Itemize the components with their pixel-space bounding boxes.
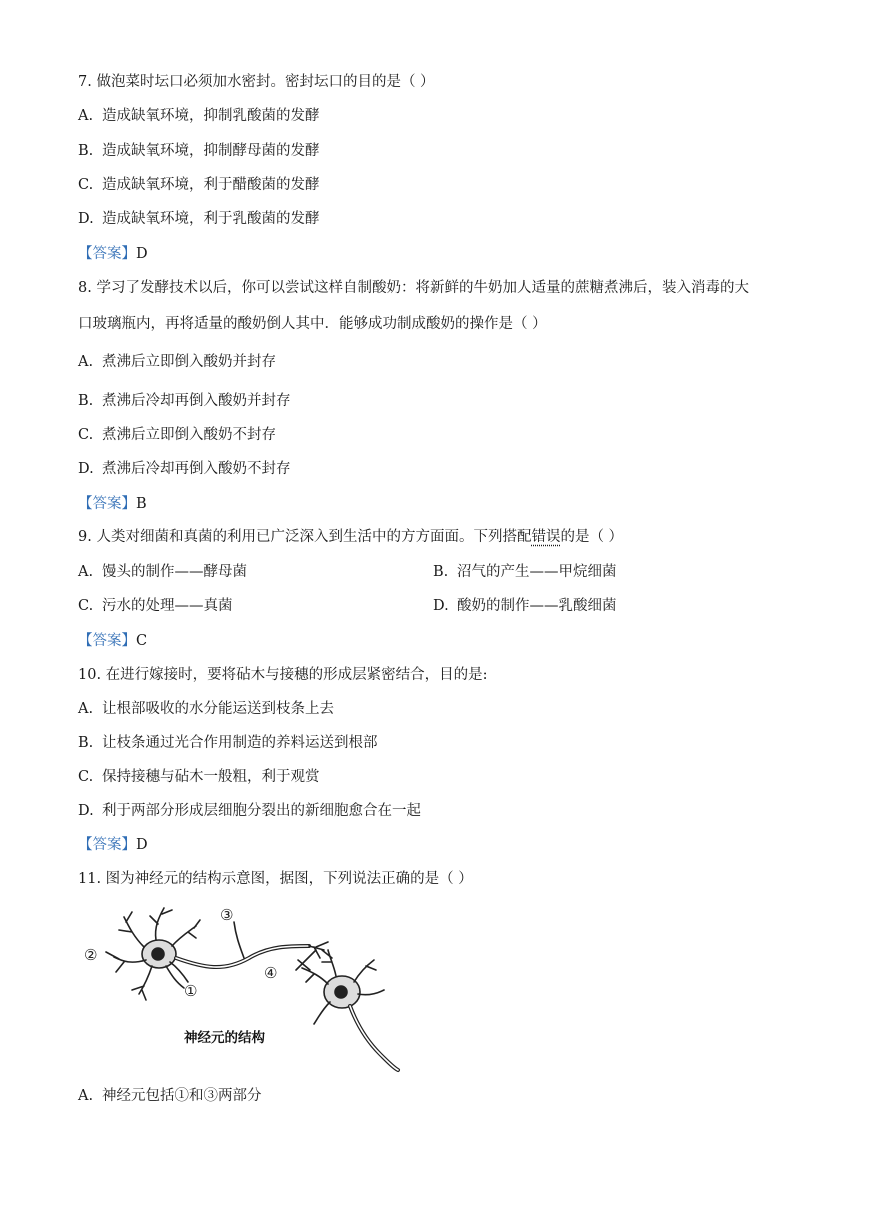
q7-option-d: D. 造成缺氧环境，利于乳酸菌的发酵 [78,211,320,227]
q9-option-b: B. 沼气的产生——甲烷细菌 [433,564,617,580]
q10-option-a: A. 让根部吸收的水分能运送到枝条上去 [78,701,334,717]
neuron-2 [298,950,398,1070]
label-3: ③ [220,906,234,924]
q7-option-a: A. 造成缺氧环境，抑制乳酸菌的发酵 [78,108,320,124]
nucleus-1 [152,948,164,960]
q9-stem: 9. 人类对细菌和真菌的利用已广泛深入到生活中的方方面面。下列搭配错误的是（ ） [78,529,624,545]
q10-option-d: D. 利于两部分形成层细胞分裂出的新细胞愈合在一起 [78,803,421,819]
figure-caption: 神经元的结构 [184,1030,265,1046]
q11-stem: 11. 图为神经元的结构示意图，据图，下列说法正确的是（ ） [78,871,473,887]
label-2: ② [84,946,98,964]
q7-stem: 7. 做泡菜时坛口必须加水密封。密封坛口的目的是（ ） [78,74,435,90]
q9-emphasis: 错误 [531,529,561,545]
q7-answer: 【答案】D [78,246,148,262]
nucleus-2 [335,986,347,998]
label-1: ① [184,982,198,1000]
q8-answer: 【答案】B [78,496,147,512]
q10-answer: 【答案】D [78,837,148,853]
q9-option-c: C. 污水的处理——真菌 [78,598,233,614]
dendrite [354,960,376,982]
dendrite [322,950,336,976]
dendrite [166,966,184,988]
neuron-figure [84,902,414,1074]
q7-option-b: B. 造成缺氧环境，抑制酵母菌的发酵 [78,143,320,159]
q8-stem-line1: 8. 学习了发酵技术以后，你可以尝试这样自制酸奶：将新鲜的牛奶加人适量的蔗糖煮沸后，装入消毒的大 [78,280,749,296]
neuron-1 [106,908,332,1000]
q7-option-c: C. 造成缺氧环境，利于醋酸菌的发酵 [78,177,320,193]
dendrite [132,966,152,1000]
q9-option-d: D. 酸奶的制作——乳酸细菌 [433,598,617,614]
dendrite [314,1002,330,1024]
axon-2-inner [350,1006,398,1070]
dendrite [106,952,146,972]
q9-answer: 【答案】C [78,633,148,649]
dendrite [298,960,328,984]
q8-option-b: B. 煮沸后冷却再倒入酸奶并封存 [78,393,291,409]
axon-2 [350,1006,398,1070]
pointer-3 [234,922,244,958]
q9-option-a: A. 馒头的制作——酵母菌 [78,564,247,580]
axon-inner [176,946,309,967]
q10-stem: 10. 在进行嫁接时，要将砧木与接穗的形成层紧密结合，目的是: [78,667,488,683]
label-4: ④ [264,964,278,982]
pointer-1 [170,962,188,982]
q10-option-c: C. 保持接穗与砧木一般粗，利于观赏 [78,769,320,785]
dendrite [358,990,384,995]
dendrite [172,920,200,946]
dendrite [150,908,172,940]
q8-option-c: C. 煮沸后立即倒入酸奶不封存 [78,427,276,443]
q8-option-a: A. 煮沸后立即倒入酸奶并封存 [78,354,276,370]
q10-option-b: B. 让枝条通过光合作用制造的养料运送到根部 [78,735,378,751]
dendrite [119,912,144,947]
q8-stem-line2: 口玻璃瓶内，再将适量的酸奶倒人其中．能够成功制成酸奶的操作是（ ） [78,316,547,332]
q8-option-d: D. 煮沸后冷却再倒入酸奶不封存 [78,461,291,477]
q11-option-a: A. 神经元包括①和③两部分 [78,1088,262,1104]
